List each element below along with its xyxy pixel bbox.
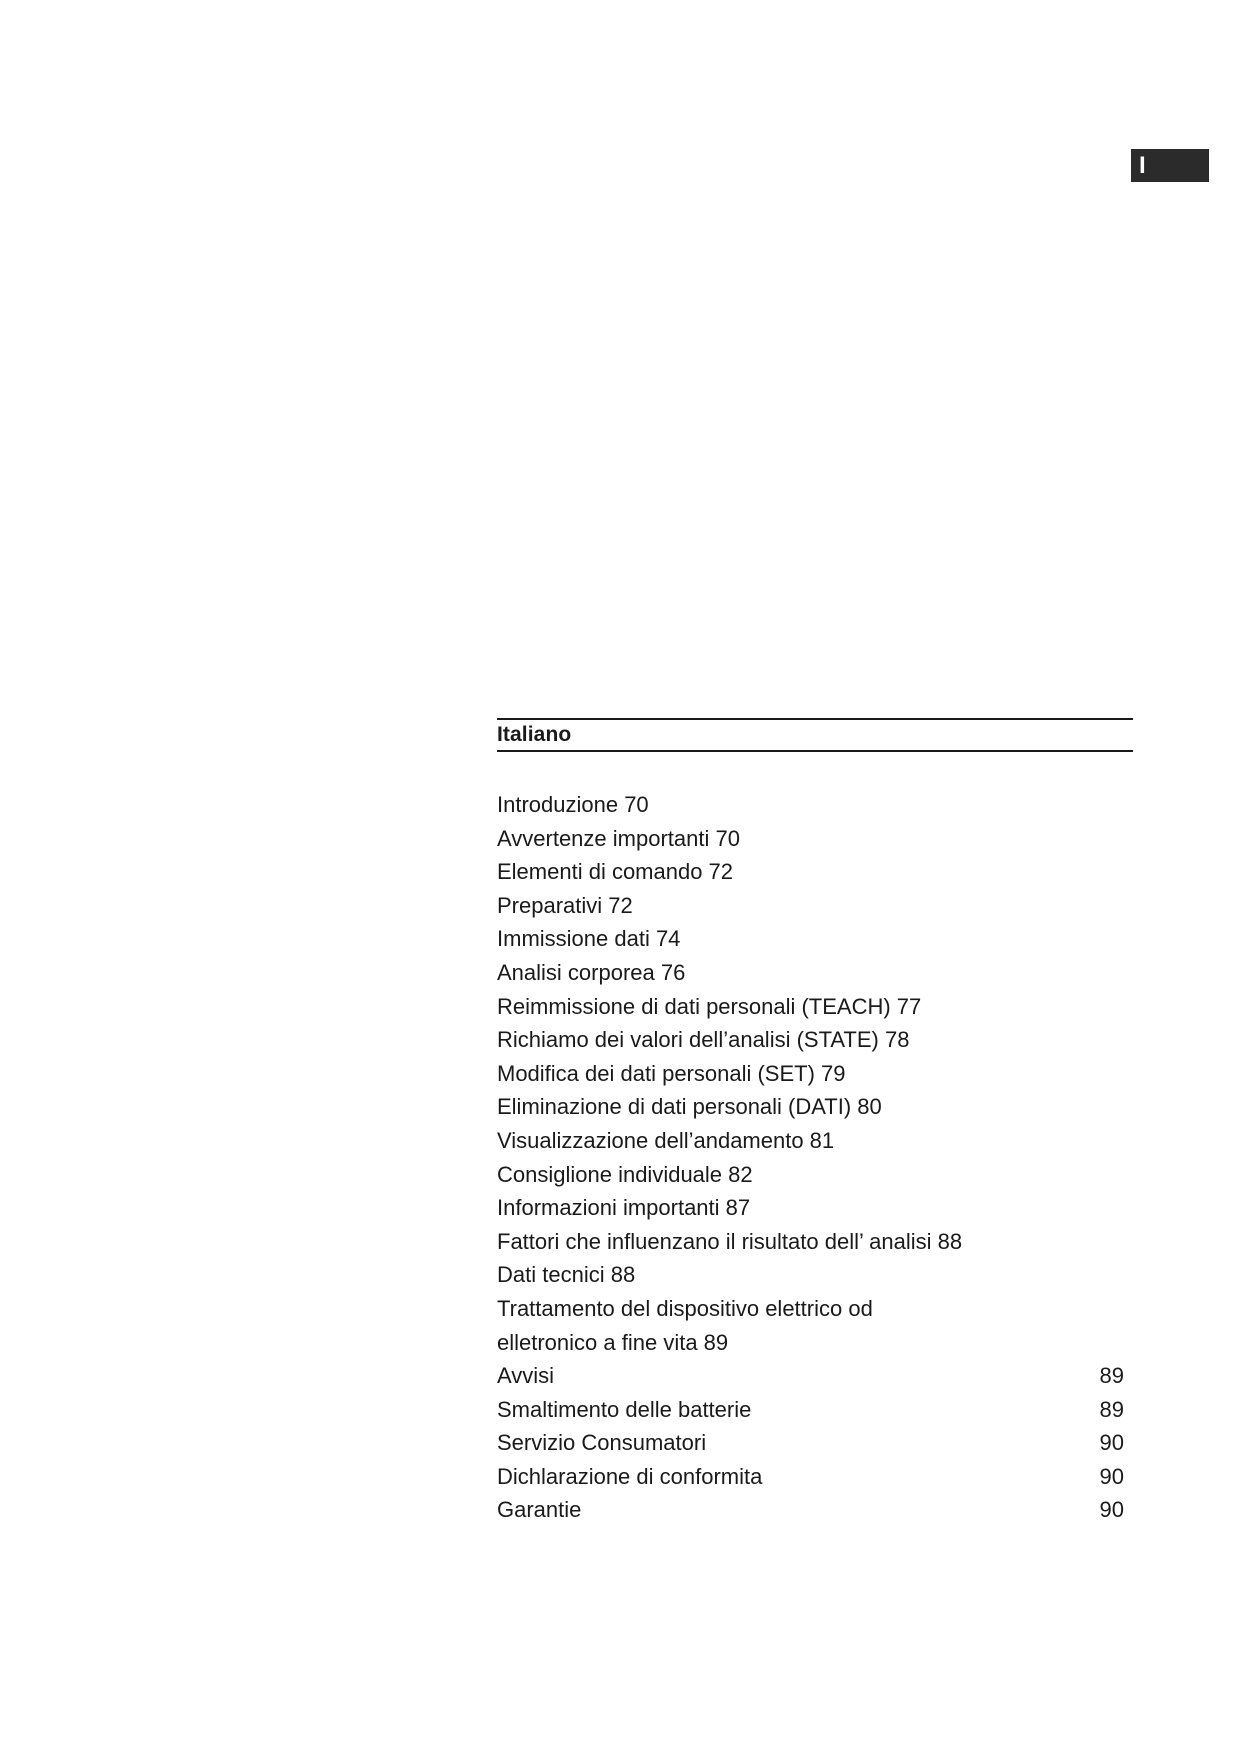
toc-entry-page: 90	[1099, 1497, 1124, 1523]
toc-entry	[497, 1023, 1133, 1057]
language-tab-label: I	[1139, 152, 1146, 179]
toc-entry-title: Introduzione 70	[497, 792, 649, 817]
toc-entry-title: Visualizzazione dell’andamento 81	[497, 1127, 835, 1153]
toc-entry	[497, 1393, 1133, 1427]
toc-entry-title: Fattori che influenzano il risultato dell’ analisi 88	[497, 1228, 963, 1254]
toc-entry-title: Richiamo dei valori dell’analisi (STATE) 78	[497, 1027, 910, 1053]
toc-entry	[497, 990, 1133, 1024]
toc-entry-title: Consiglione individuale 82	[497, 1161, 753, 1187]
toc-entry	[497, 956, 1133, 990]
toc-entry-title: Dati tecnici 88	[497, 1262, 636, 1288]
toc-entry	[497, 1225, 1133, 1259]
toc-entry	[497, 1460, 1133, 1494]
toc-entry-title: Preparativi 72	[497, 892, 633, 918]
toc-entry	[497, 1493, 1133, 1527]
toc-entry	[497, 1158, 1133, 1192]
toc-heading: Italiano	[497, 723, 572, 746]
heading-bottom-rule	[497, 750, 1133, 752]
toc-entry	[497, 1326, 1133, 1360]
toc-entry	[497, 1359, 1133, 1393]
toc-entry-title: Garantie	[497, 1497, 582, 1523]
language-tab	[1131, 149, 1209, 182]
toc-entry-title: Immissione dati 74	[497, 926, 681, 952]
toc-entry	[497, 822, 1133, 856]
toc-entry	[497, 922, 1133, 956]
toc-entry	[497, 1124, 1133, 1158]
toc-entry-title: Analisi corporea 76	[497, 959, 686, 985]
toc-entry	[497, 1258, 1133, 1292]
toc-entry-title: Eliminazione di dati personali (DATI) 80	[497, 1094, 882, 1120]
toc-entry-title: Elementi di comando 72	[497, 859, 734, 885]
toc-entry-title: Modifica dei dati personali (SET) 79	[497, 1060, 846, 1086]
toc-entry-title: Trattamento del dispositivo elettrico od	[497, 1295, 873, 1321]
toc-entry	[497, 1090, 1133, 1124]
toc-entry	[497, 1057, 1133, 1091]
toc-list	[497, 788, 1133, 1527]
toc-entry-title: Informazioni importanti 87	[497, 1195, 751, 1221]
toc-entry-title: Smaltimento delle batterie	[497, 1396, 752, 1422]
toc-entry	[497, 788, 1133, 822]
toc-entry-title: elletronico a fine vita 89	[497, 1329, 729, 1355]
toc-entry-page: 90	[1099, 1430, 1124, 1456]
toc-entry-title: Servizio Consumatori	[497, 1430, 707, 1456]
toc-entry	[497, 889, 1133, 923]
toc-entry-title: Avvisi	[497, 1363, 555, 1389]
toc-entry-page: 90	[1099, 1463, 1124, 1489]
table-of-contents	[497, 718, 1133, 1527]
toc-entry	[497, 1191, 1133, 1225]
toc-entry-page: 89	[1099, 1396, 1124, 1422]
toc-entry	[497, 1426, 1133, 1460]
toc-entry-page: 89	[1099, 1363, 1124, 1389]
toc-entry	[497, 1292, 1133, 1326]
toc-entry-title: Dichlarazione di conformita	[497, 1463, 763, 1489]
toc-entry	[497, 855, 1133, 889]
toc-entry-title: Reimmissione di dati personali (TEACH) 77	[497, 993, 922, 1019]
toc-entry-title: Avvertenze importanti 70	[497, 825, 740, 851]
